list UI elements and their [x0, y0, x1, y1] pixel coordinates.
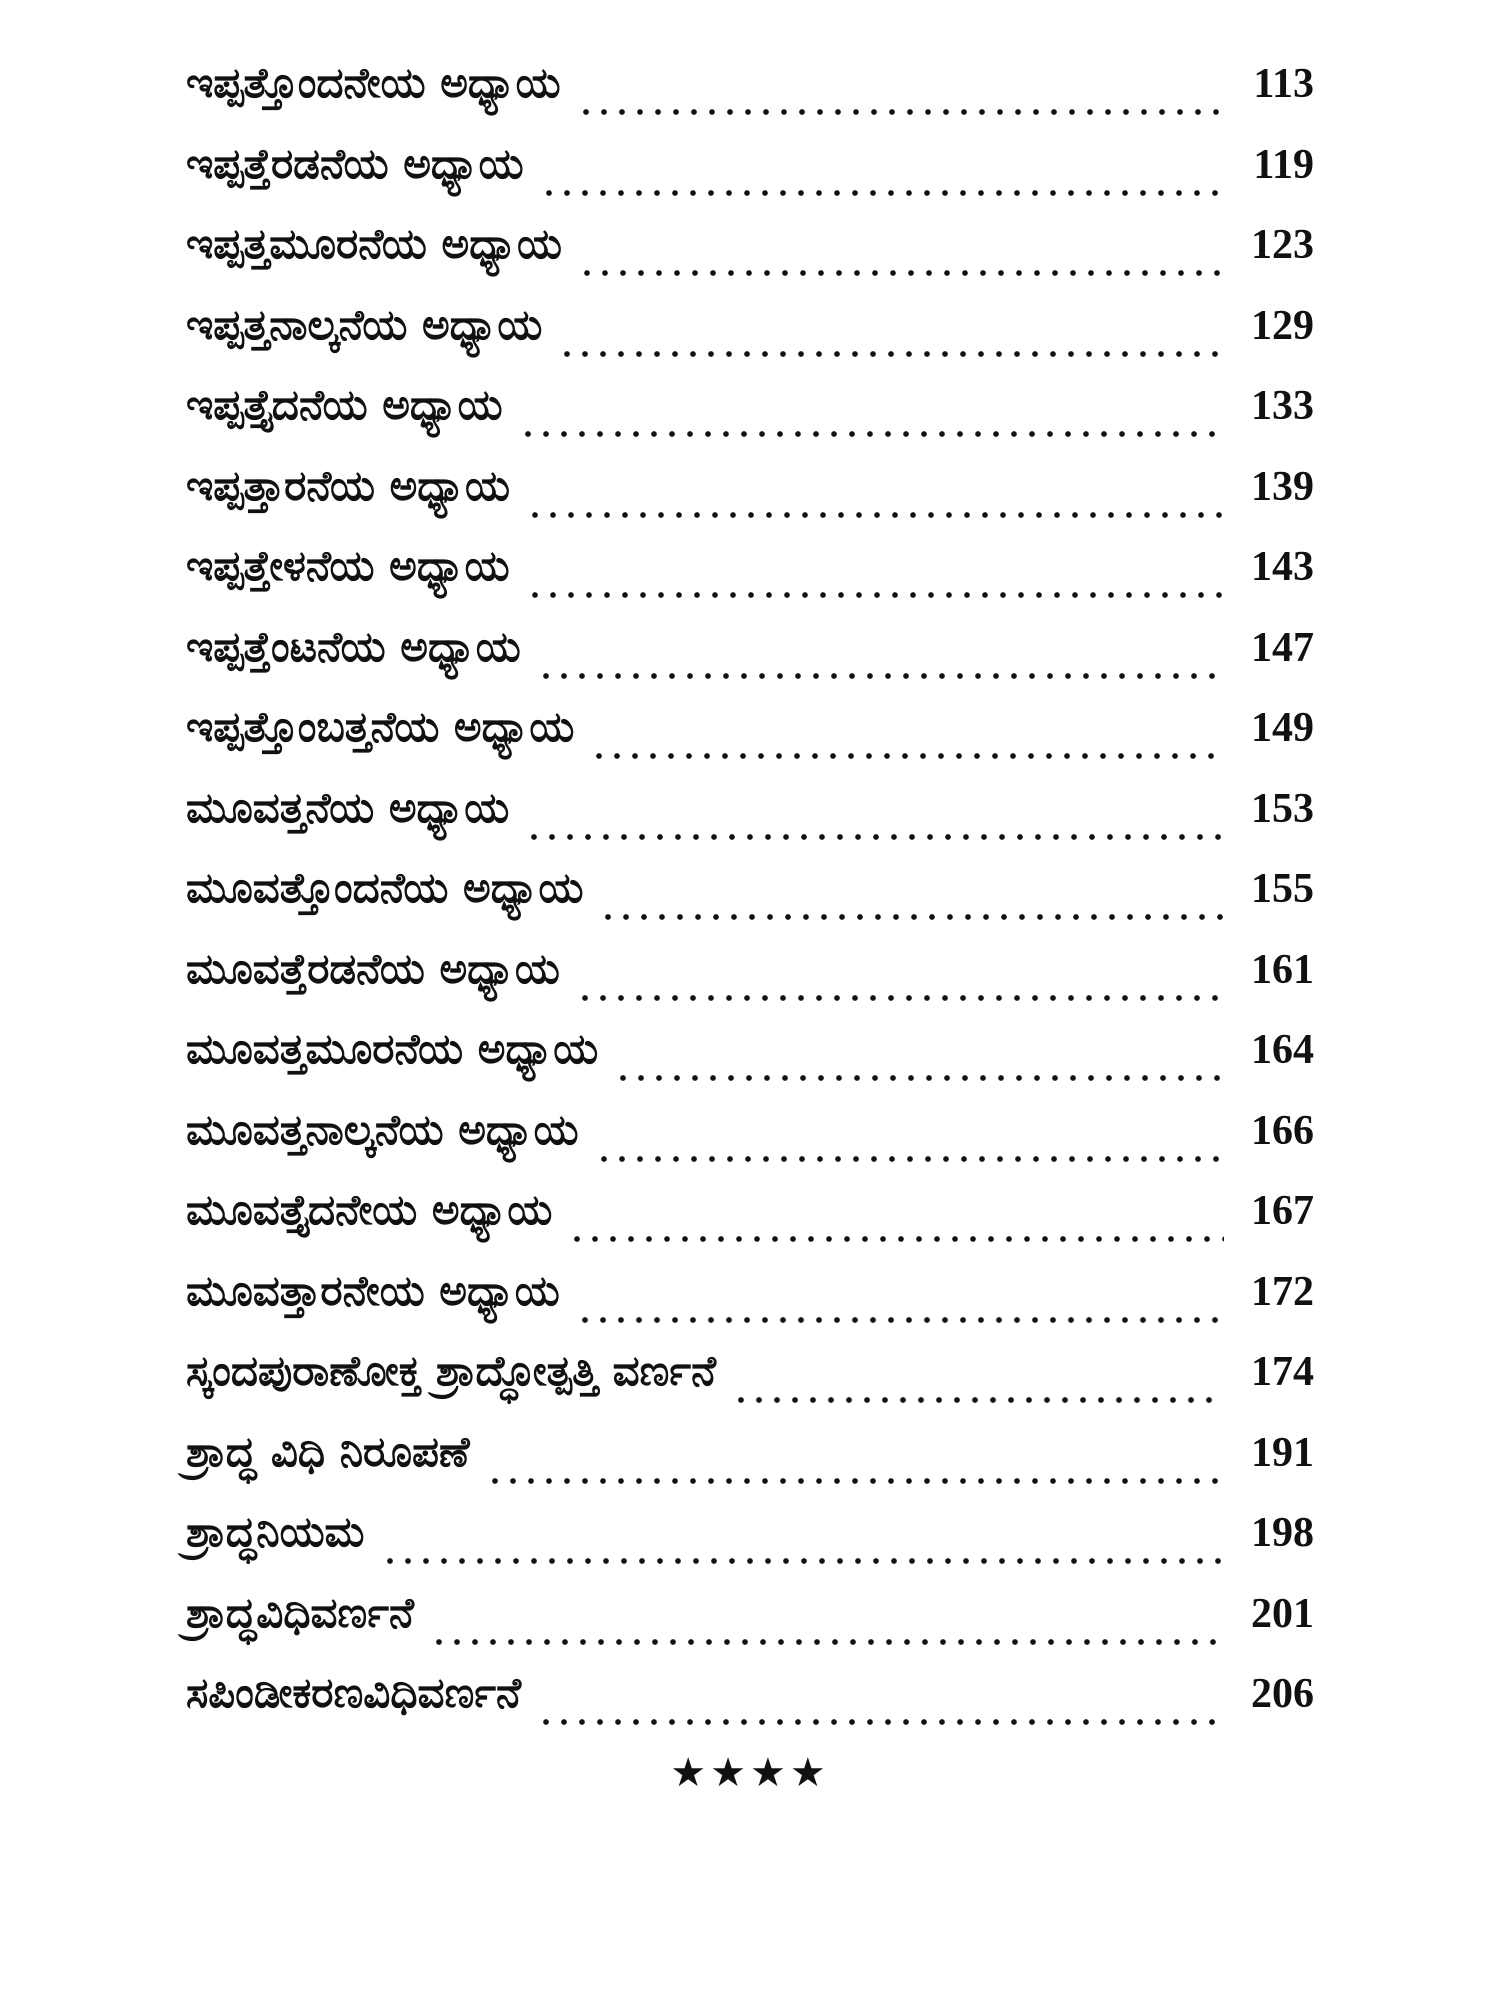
toc-dot-leader — [540, 190, 1224, 196]
toc-dot-leader — [595, 1156, 1224, 1162]
toc-entry — [186, 58, 1314, 139]
toc-dot-leader — [526, 592, 1224, 598]
toc-entry-title: ಇಪ್ಪತ್ತೇಳನೆಯ ಅಧ್ಯಾಯ — [186, 541, 510, 590]
toc-entry — [186, 219, 1314, 300]
toc-entry-page: 123 — [1251, 222, 1314, 268]
toc-dot-leader — [599, 914, 1224, 920]
toc-entry-page: 149 — [1251, 705, 1314, 751]
toc-entry-title: ಮೂವತ್ತೆರಡನೆಯ ಅಧ್ಯಾಯ — [186, 943, 560, 993]
toc-entry-page: 133 — [1251, 383, 1314, 429]
end-ornament-stars: ★★★★ — [670, 1750, 830, 1796]
toc-entry-page: 147 — [1251, 624, 1314, 671]
toc-entry-page: 119 — [1253, 141, 1314, 188]
toc-entry — [186, 1668, 1314, 1749]
toc-entry — [186, 944, 1314, 1025]
toc-entry-page: 113 — [1253, 61, 1314, 107]
toc-entry-title: ಮೂವತ್ತನೆಯ ಅಧ್ಯಾಯ — [186, 782, 510, 832]
toc-entry-title: ಇಪ್ಪತ್ತೊಂದನೇಯ ಅಧ್ಯಾಯ — [186, 58, 561, 107]
toc-entry-page: 174 — [1251, 1349, 1314, 1395]
toc-entry-title: ಮೂವತ್ತಮೂರನೆಯ ಅಧ್ಯಾಯ — [186, 1024, 599, 1073]
toc-entry-title: ಇಪ್ಪತ್ತಮೂರನೆಯ ಅಧ್ಯಾಯ — [186, 219, 562, 268]
toc-dot-leader — [614, 1075, 1224, 1081]
toc-entry — [186, 1185, 1314, 1266]
toc-entry-page: 206 — [1251, 1671, 1314, 1717]
toc-entry-title: ಮೂವತ್ತನಾಲ್ಕನೆಯ ಅಧ್ಯಾಯ — [186, 1104, 579, 1154]
toc-entry — [186, 461, 1314, 542]
toc-entry — [186, 1266, 1314, 1347]
toc-entry — [186, 1588, 1314, 1669]
toc-entry-title: ಇಪ್ಪತ್ತೈದನೆಯ ಅಧ್ಯಾಯ — [186, 380, 503, 429]
toc-entry — [186, 139, 1314, 220]
toc-entry-page: 143 — [1251, 544, 1314, 590]
toc-entry-title: ಇಪ್ಪತ್ತಾರನೆಯ ಅಧ್ಯಾಯ — [186, 460, 511, 510]
toc-dot-leader — [381, 1558, 1224, 1564]
toc-entry-title: ಸ್ಕಂದಪುರಾಣೋಕ್ತ ಶ್ರಾದ್ಧೋತ್ಪತ್ತಿ ವರ್ಣನೆ — [186, 1346, 717, 1395]
toc-entry-title: ಮೂವತ್ತೊಂದನೆಯ ಅಧ್ಯಾಯ — [186, 863, 584, 912]
toc-entry — [186, 863, 1314, 944]
toc-entry-page: 201 — [1251, 1590, 1314, 1637]
toc-entry-title: ಮೂವತ್ತಾರನೇಯ ಅಧ್ಯಾಯ — [186, 1265, 560, 1315]
toc-dot-leader — [576, 995, 1224, 1001]
toc-dot-leader — [558, 351, 1224, 357]
toc-dot-leader — [525, 834, 1224, 840]
toc-entry-page: 155 — [1251, 866, 1314, 912]
toc-entry — [186, 702, 1314, 783]
toc-entry — [186, 1346, 1314, 1427]
toc-dot-leader — [537, 673, 1224, 679]
toc-entry — [186, 380, 1314, 461]
toc-entry-title: ಶ್ರಾದ್ಧವಿಧಿವರ್ಣನೆ — [186, 1587, 414, 1637]
toc-entry-title: ಇಪ್ಪತ್ತನಾಲ್ಕನೆಯ ಅಧ್ಯಾಯ — [186, 299, 543, 349]
toc-entry-page: 172 — [1251, 1268, 1314, 1315]
toc-entry — [186, 622, 1314, 703]
toc-entry-page: 153 — [1251, 785, 1314, 832]
toc-dot-leader — [577, 109, 1224, 115]
toc-entry — [186, 300, 1314, 381]
toc-entry — [186, 1024, 1314, 1105]
toc-dot-leader — [568, 1236, 1224, 1242]
toc-entry-title: ಶ್ರಾದ್ಧ ವಿಧಿ ನಿರೂಪಣೆ — [186, 1426, 470, 1476]
toc-dot-leader — [578, 270, 1224, 276]
table-of-contents — [186, 58, 1314, 1749]
toc-dot-leader — [590, 753, 1224, 759]
toc-entry-title: ಸಪಿಂಡೀಕರಣವಿಧಿವರ್ಣನೆ — [186, 1668, 522, 1717]
toc-entry-page: 161 — [1251, 946, 1314, 993]
toc-entry-title: ಇಪ್ಪತ್ತೆರಡನೆಯ ಅಧ್ಯಾಯ — [186, 138, 524, 188]
toc-entry-page: 191 — [1251, 1429, 1314, 1476]
toc-dot-leader — [486, 1478, 1224, 1484]
toc-entry — [186, 1105, 1314, 1186]
toc-dot-leader — [732, 1397, 1224, 1403]
toc-entry-page: 166 — [1251, 1107, 1314, 1154]
toc-dot-leader — [526, 512, 1224, 518]
toc-dot-leader — [519, 431, 1224, 437]
toc-dot-leader — [430, 1639, 1224, 1645]
toc-entry-page: 198 — [1251, 1510, 1314, 1556]
toc-dot-leader — [537, 1719, 1224, 1725]
toc-entry-page: 139 — [1251, 463, 1314, 510]
toc-entry-page: 129 — [1251, 302, 1314, 349]
toc-entry — [186, 783, 1314, 864]
toc-dot-leader — [576, 1317, 1224, 1323]
toc-entry-page: 167 — [1251, 1188, 1314, 1234]
toc-entry-page: 164 — [1251, 1027, 1314, 1073]
toc-entry — [186, 541, 1314, 622]
toc-entry — [186, 1427, 1314, 1508]
toc-entry-title: ಶ್ರಾದ್ಧನಿಯಮ — [186, 1507, 365, 1556]
toc-entry — [186, 1507, 1314, 1588]
toc-entry-title: ಇಪ್ಪತ್ತೊಂಬತ್ತನೆಯ ಅಧ್ಯಾಯ — [186, 702, 575, 751]
toc-entry-title: ಮೂವತ್ತೈದನೇಯ ಅಧ್ಯಾಯ — [186, 1185, 553, 1234]
toc-entry-title: ಇಪ್ಪತ್ತೆಂಟನೆಯ ಅಧ್ಯಾಯ — [186, 621, 521, 671]
